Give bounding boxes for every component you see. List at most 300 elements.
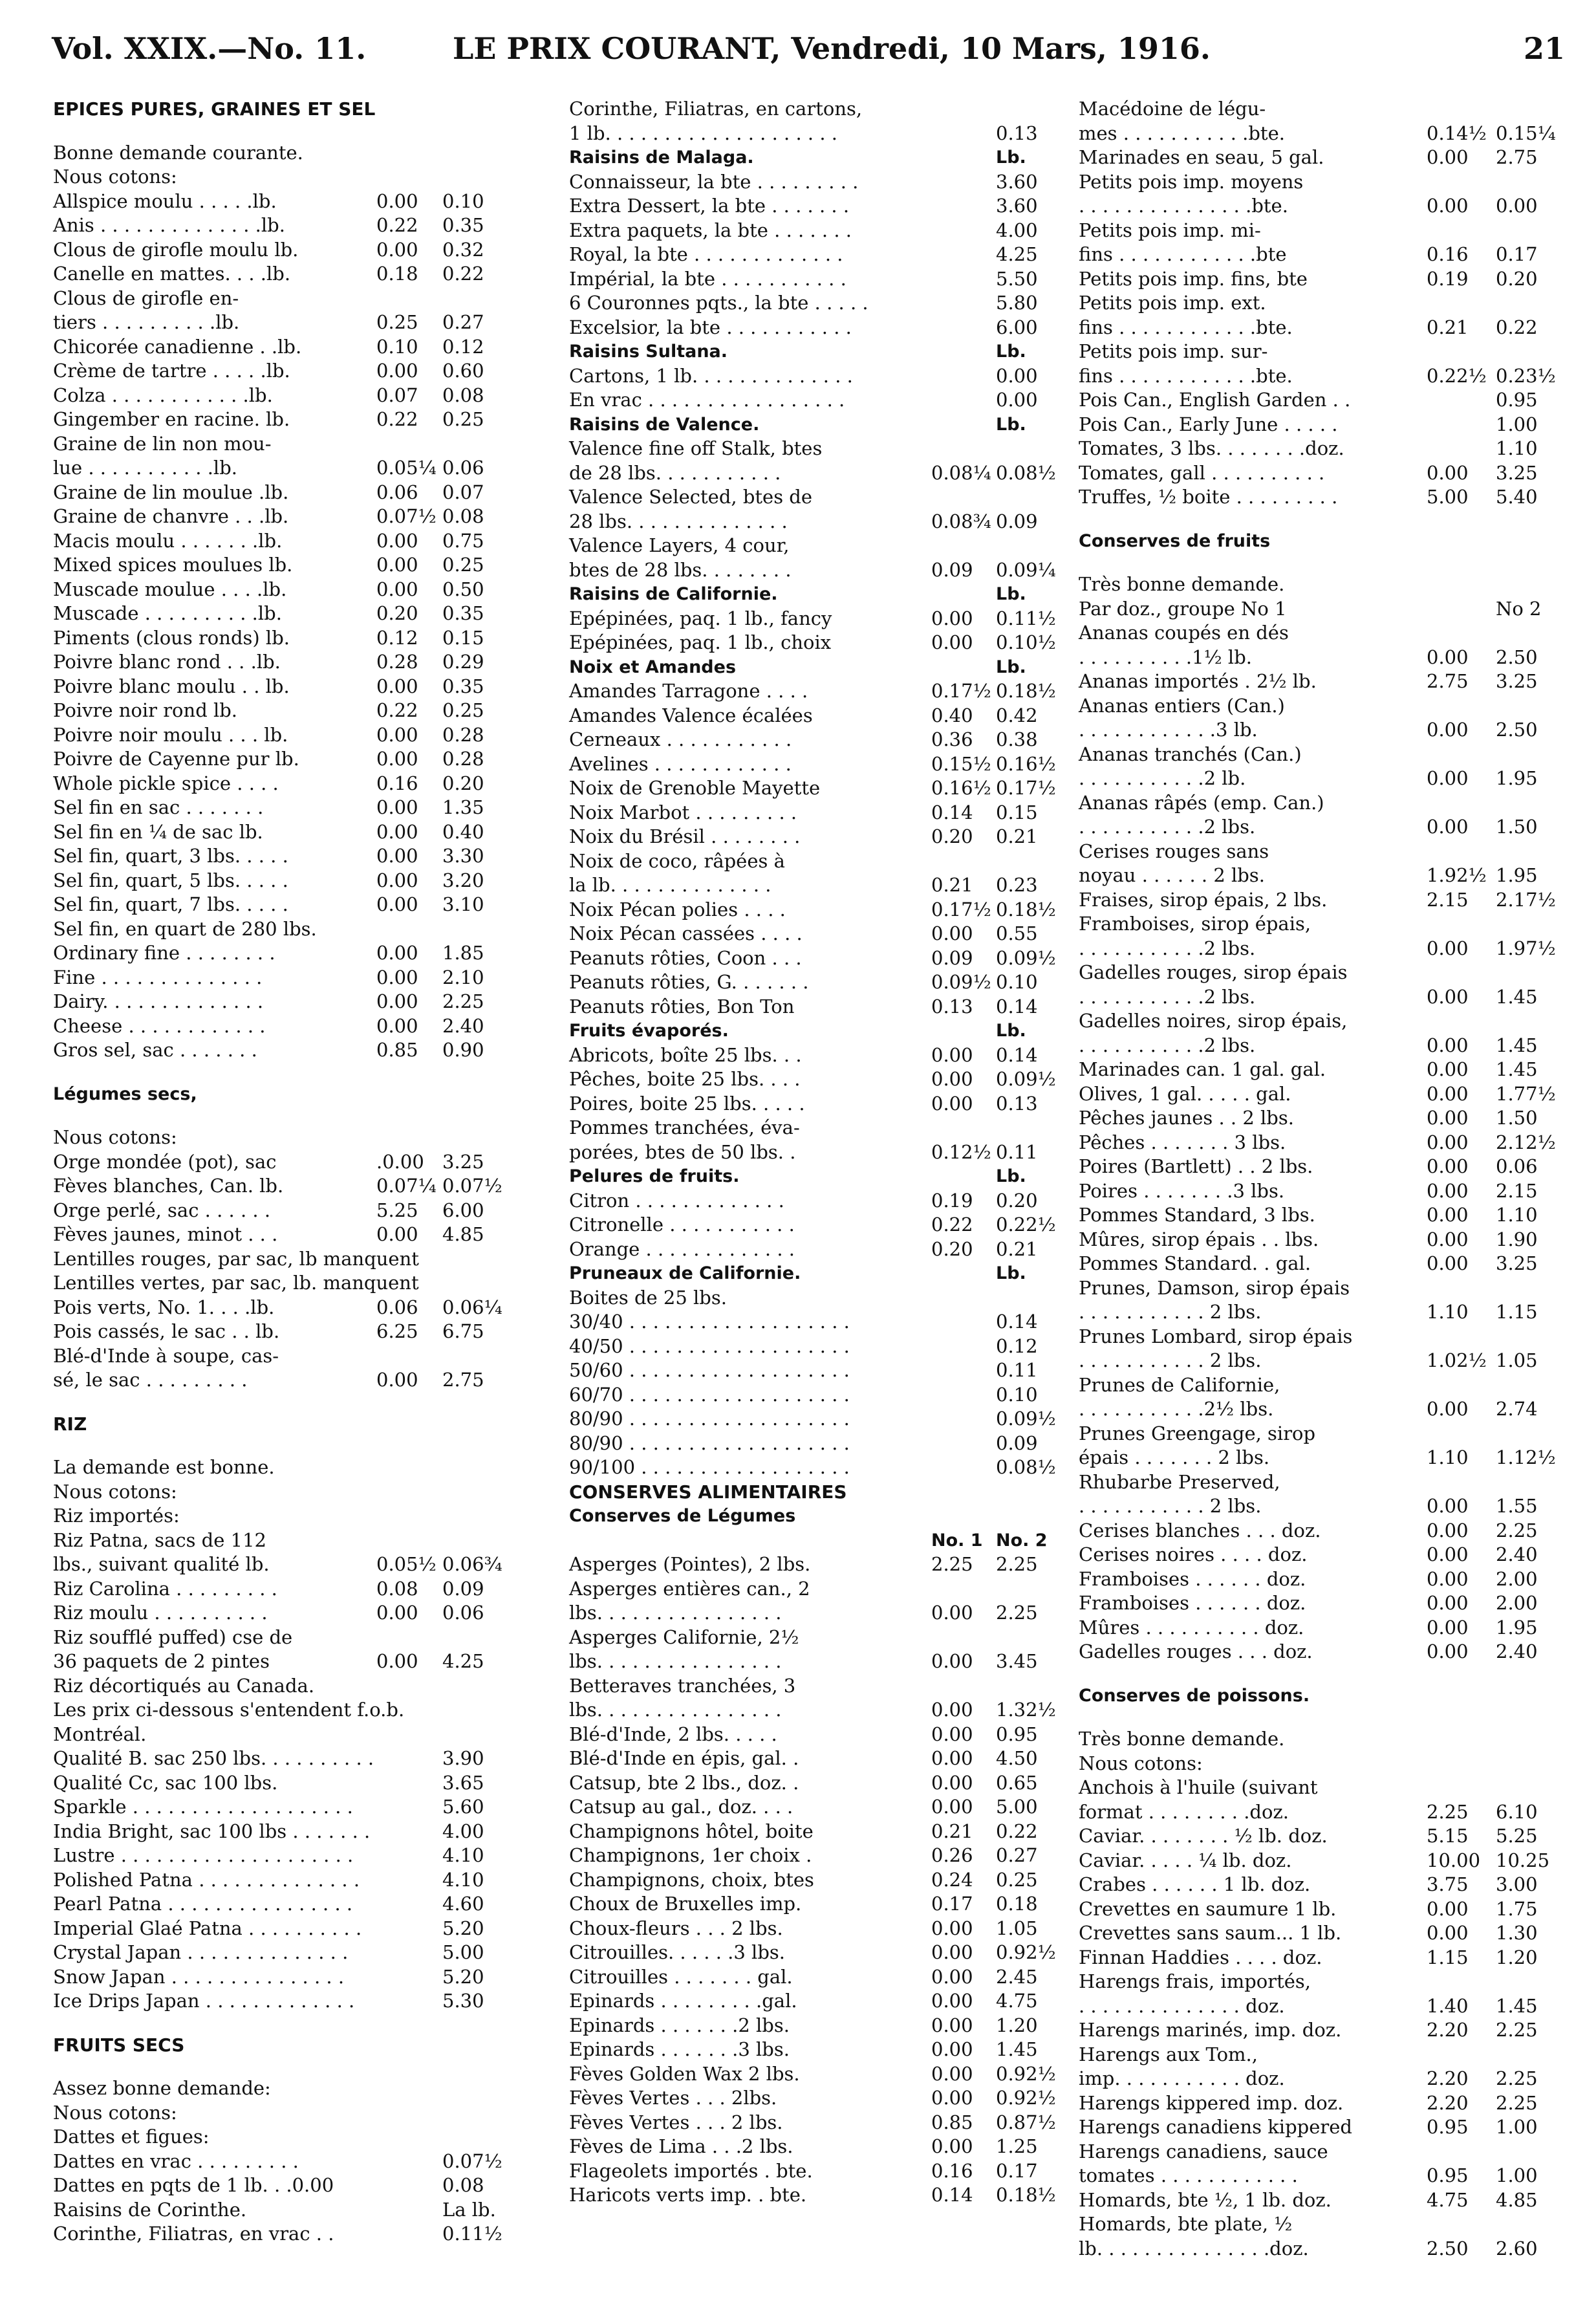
item-label: Polished Patna . . . . . . . . . . . . . .	[53, 1868, 360, 1891]
price-line	[53, 1455, 528, 1480]
price-low: 0.00	[1427, 816, 1469, 838]
item-label: Pois Can., English Garden . .	[1079, 389, 1351, 411]
price-line	[53, 335, 528, 360]
price-low: 0.17	[931, 1893, 973, 1915]
price-high: 1.55	[1496, 1495, 1538, 1517]
price-low: 1.10	[1427, 1446, 1469, 1468]
price-line	[53, 1223, 528, 1247]
price-line	[1079, 291, 1557, 316]
item-label: Sel fin, quart, 3 lbs. . . . .	[53, 845, 288, 867]
price-low: 0.08¾	[931, 510, 991, 532]
price-low: 0.06	[376, 481, 418, 503]
item-label: Crystal Japan . . . . . . . . . . . . . .	[53, 1941, 349, 1963]
price-line	[1079, 1179, 1557, 1204]
price-high: Lb.	[996, 147, 1026, 168]
price-line	[569, 898, 1054, 922]
price-low: 0.00	[1427, 1398, 1469, 1420]
item-label: lbs. . . . . . . . . . . . . . . .	[569, 1602, 782, 1624]
price-high: 4.75	[996, 1990, 1038, 2012]
price-high: Lb.	[996, 1263, 1026, 1283]
price-low: 0.00	[931, 2135, 973, 2157]
item-label: Petits pois imp. ext.	[1079, 292, 1266, 314]
price-line	[1079, 1131, 1557, 1155]
price-low: 2.20	[1427, 2091, 1469, 2114]
item-label: lbs. . . . . . . . . . . . . . . .	[569, 1650, 782, 1672]
price-high: 2.25	[1496, 2091, 1538, 2114]
price-line	[569, 194, 1054, 219]
price-high: 1.10	[1496, 437, 1538, 459]
item-label: . . . . . . . . . . . . . . doz.	[1079, 1994, 1285, 2017]
item-label: Anis . . . . . . . . . . . . . .lb.	[53, 214, 285, 236]
price-low: 0.00	[931, 2038, 973, 2060]
item-label: Champignons hôtel, boite	[569, 1820, 814, 1842]
item-label: Homards, bte ½, 1 lb. doz.	[1079, 2188, 1332, 2211]
price-line	[569, 243, 1054, 267]
price-high: 0.22	[996, 1820, 1038, 1842]
item-label: Poivre de Cayenne pur lb.	[53, 748, 299, 770]
item-label: Homards, bte plate, ½	[1079, 2213, 1293, 2235]
price-line	[1079, 572, 1557, 597]
price-high: 0.18½	[996, 680, 1056, 702]
price-low: 0.00	[376, 845, 418, 867]
price-low: 0.00	[1427, 195, 1469, 217]
price-high: 2.75	[1496, 146, 1538, 168]
price-high: Lb.	[996, 584, 1026, 604]
item-label: Marinades en seau, 5 gal.	[1079, 146, 1324, 168]
price-line	[53, 893, 528, 917]
price-high: 0.10	[996, 971, 1038, 993]
price-high: 0.06	[442, 1602, 484, 1624]
item-label: FRUITS SECS	[53, 2034, 185, 2056]
price-high: 1.10	[1496, 1204, 1538, 1226]
price-low: 0.00	[1427, 1640, 1469, 1662]
price-low: 1.15	[1427, 1946, 1469, 1968]
price-line	[53, 1723, 528, 1747]
price-line	[53, 1892, 528, 1917]
item-label: Noix et Amandes	[569, 657, 737, 677]
price-high: No 2	[1496, 597, 1542, 620]
price-low: 0.36	[931, 728, 973, 750]
item-label: noyau . . . . . . 2 lbs.	[1079, 864, 1265, 886]
price-high: 0.00	[1496, 195, 1538, 217]
price-line	[569, 2135, 1054, 2159]
item-label: Graine de lin moulue .lb.	[53, 481, 289, 503]
price-line	[53, 1174, 528, 1199]
price-high: 0.92½	[996, 2062, 1056, 2085]
price-line	[53, 1626, 528, 1650]
price-line	[569, 1844, 1054, 1868]
price-high: 0.11½	[442, 2223, 502, 2245]
price-low: 0.05¼	[376, 457, 437, 479]
price-line	[53, 1965, 528, 1990]
price-low: 0.24	[931, 1868, 973, 1891]
price-high: 3.25	[1496, 670, 1538, 692]
price-high: 2.00	[1496, 1592, 1538, 1614]
price-line	[1079, 1349, 1557, 1373]
price-low: 0.00	[376, 578, 418, 600]
price-line	[1079, 1300, 1557, 1325]
subsection-heading	[569, 1261, 1054, 1286]
price-high: 5.00	[996, 1796, 1038, 1818]
item-label: Pêches, boite 25 lbs. . . .	[569, 1068, 801, 1090]
item-label: fins . . . . . . . . . . . .bte	[1079, 243, 1287, 265]
price-low: 5.25	[376, 1199, 418, 1221]
price-low: 0.22½	[1427, 364, 1487, 387]
price-low: 0.07¼	[376, 1175, 437, 1197]
price-line	[1079, 413, 1557, 437]
price-high: Lb.	[996, 657, 1026, 677]
price-high: 2.50	[1496, 719, 1538, 741]
price-line	[53, 165, 528, 190]
price-high: 3.00	[1496, 1873, 1538, 1895]
item-label: lbs. . . . . . . . . . . . . . . .	[569, 1699, 782, 1721]
item-label: Tomates, gall . . . . . . . . . .	[1079, 461, 1325, 484]
item-label: Fraises, sirop épais, 2 lbs.	[1079, 888, 1328, 911]
price-low: 0.00	[1427, 1567, 1469, 1590]
item-label: . . . . . . . . . . . .3 lb.	[1079, 719, 1258, 741]
item-label: lb. . . . . . . . . . . . . . .doz.	[1079, 2237, 1309, 2259]
price-line	[1079, 1325, 1557, 1349]
spacer	[53, 1063, 528, 1082]
item-label: Asperges Californie, 2½	[569, 1626, 799, 1648]
price-high: 1.45	[996, 2038, 1038, 2060]
price-high: 0.09½	[996, 946, 1056, 969]
publication-title: LE PRIX COURANT, Vendredi, 10 Mars, 1916.	[453, 31, 1211, 66]
price-line	[569, 1868, 1054, 1893]
price-line	[1079, 1640, 1557, 1664]
item-label: Peanuts rôties, Bon Ton	[569, 995, 795, 1018]
price-low: 0.00	[1427, 1131, 1469, 1153]
item-label: 80/90 . . . . . . . . . . . . . . . . . . .	[569, 1408, 850, 1430]
price-line	[569, 1626, 1054, 1650]
item-label: Noix Marbot . . . . . . . . .	[569, 801, 797, 823]
item-label: Montréal.	[53, 1723, 147, 1745]
price-line	[1079, 97, 1557, 122]
price-line	[1079, 646, 1557, 670]
item-label: Ananas tranchés (Can.)	[1079, 743, 1302, 765]
price-low: 0.00	[376, 820, 418, 843]
item-label: Imperial Glaé Patna . . . . . . . . . .	[53, 1917, 362, 1939]
item-label: Epinards . . . . . . .3 lbs.	[569, 2038, 790, 2060]
item-label: Légumes secs,	[53, 1083, 197, 1104]
price-low: 0.00	[376, 1602, 418, 1624]
item-label: Riz Carolina . . . . . . . . .	[53, 1577, 277, 1600]
price-high: 0.18½	[996, 2184, 1056, 2206]
price-high: 5.80	[996, 292, 1038, 314]
item-label: Fèves Golden Wax 2 lbs.	[569, 2062, 800, 2085]
price-line	[53, 1649, 528, 1674]
price-high: 0.22	[1496, 316, 1538, 338]
price-line	[569, 970, 1054, 995]
price-line	[1079, 364, 1557, 389]
price-line	[569, 1698, 1054, 1723]
item-label: Impérial, la bte . . . . . . . . . . .	[569, 267, 847, 290]
price-line	[53, 917, 528, 942]
item-label: Riz décortiqués au Canada.	[53, 1674, 315, 1697]
price-high: 0.06	[1496, 1155, 1538, 1177]
price-low: 0.14	[931, 2184, 973, 2206]
price-line	[1079, 1494, 1557, 1519]
price-high: 0.20	[996, 1189, 1038, 1212]
price-low: 4.75	[1427, 2188, 1469, 2211]
price-line	[53, 869, 528, 893]
price-high: 0.40	[442, 820, 484, 843]
price-low: 0.00	[1427, 1155, 1469, 1177]
price-line	[569, 1140, 1054, 1165]
price-line	[1079, 961, 1557, 985]
price-high: 1.00	[1496, 413, 1538, 435]
item-label: la lb. . . . . . . . . . . . . .	[569, 874, 771, 896]
item-label: Harengs canadiens kippered	[1079, 2116, 1352, 2138]
price-line	[1079, 146, 1557, 170]
price-line	[569, 1310, 1054, 1334]
price-low: 0.00	[1427, 767, 1469, 789]
price-line	[53, 1552, 528, 1577]
item-label: tiers . . . . . . . . . .lb.	[53, 311, 240, 333]
spacer	[1079, 1664, 1557, 1684]
price-high: 1.85	[442, 942, 484, 964]
price-line	[569, 1892, 1054, 1917]
item-label: . . . . . . . . . . .2½ lbs.	[1079, 1398, 1274, 1420]
item-label: Cerises rouges sans	[1079, 840, 1269, 862]
item-label: Pelures de fruits.	[569, 1166, 740, 1186]
item-label: btes de 28 lbs. . . . . . . .	[569, 558, 792, 581]
price-high: 0.35	[442, 675, 484, 697]
price-low: 0.22	[376, 214, 418, 236]
item-label: Harengs canadiens, sauce	[1079, 2140, 1328, 2162]
column-right	[1079, 97, 1557, 2261]
price-high: 0.60	[442, 360, 484, 382]
item-label: Les prix ci-dessous s'entendent f.o.b.	[53, 1699, 405, 1721]
price-high: 4.10	[442, 1844, 484, 1866]
item-label: Orge perlé, sac . . . . . .	[53, 1199, 271, 1221]
price-high: 0.17	[996, 2159, 1038, 2182]
price-high: 0.15	[996, 801, 1038, 823]
item-label: Sel fin, quart, 5 lbs. . . . .	[53, 869, 288, 891]
price-line	[53, 1344, 528, 1369]
price-high: 1.15	[1496, 1301, 1538, 1323]
item-label: Mixed spices moulues lb.	[53, 554, 293, 576]
item-label: Boites de 25 lbs.	[569, 1286, 727, 1309]
price-line	[1079, 1373, 1557, 1398]
item-label: Raisins de Corinthe.	[53, 2198, 247, 2221]
price-line	[1079, 912, 1557, 937]
item-label: Sel fin, quart, 7 lbs. . . . .	[53, 893, 288, 915]
item-label: Epépinées, paq. 1 lb., fancy	[569, 607, 832, 629]
price-line	[1079, 2140, 1557, 2164]
price-line	[1079, 1752, 1557, 1776]
price-line	[569, 2038, 1054, 2062]
price-low: 0.18	[376, 263, 418, 285]
item-label: Très bonne demande.	[1079, 573, 1285, 595]
price-line	[569, 219, 1054, 243]
item-label: Noix de Grenoble Mayette	[569, 777, 821, 799]
price-high: 2.15	[1496, 1179, 1538, 1202]
price-line	[1079, 1397, 1557, 1422]
item-label: Catsup, bte 2 lbs., doz. .	[569, 1771, 799, 1794]
price-high: 0.29	[442, 651, 484, 673]
price-low: 0.00	[1427, 1204, 1469, 1226]
item-label: Ananas coupés en dés	[1079, 622, 1289, 644]
price-high: 2.50	[1496, 646, 1538, 668]
item-label: Noix Pécan polies . . . .	[569, 898, 786, 920]
price-high: 2.12½	[1496, 1131, 1556, 1153]
price-line	[1079, 937, 1557, 961]
item-label: Cerneaux . . . . . . . . . . .	[569, 728, 792, 750]
price-low: 1.10	[1427, 1301, 1469, 1323]
price-line	[569, 1383, 1054, 1408]
price-low: 0.00	[931, 922, 973, 944]
price-line	[1079, 1591, 1557, 1616]
price-line	[569, 922, 1054, 946]
item-label: Poivre noir rond lb.	[53, 699, 238, 721]
item-label: Flageolets importés . bte.	[569, 2159, 813, 2182]
price-line	[569, 1771, 1054, 1796]
item-label: RIZ	[53, 1413, 87, 1435]
price-high: 6.10	[1496, 1800, 1538, 1823]
price-high: 3.20	[442, 869, 484, 891]
price-high: 6.75	[442, 1320, 484, 1342]
price-low: 0.12	[376, 626, 418, 649]
price-high: 2.74	[1496, 1398, 1538, 1420]
item-label: lbs., suivant qualité lb.	[53, 1553, 270, 1575]
item-label: 36 paquets de 2 pintes	[53, 1650, 270, 1672]
item-label: Gadelles noires, sirop épais,	[1079, 1010, 1348, 1032]
price-low: 0.16½	[931, 777, 991, 799]
price-high: 0.21	[996, 1237, 1038, 1260]
price-high: 5.20	[442, 1917, 484, 1939]
spacer	[53, 1106, 528, 1126]
price-low: 0.20	[931, 1237, 973, 1260]
price-high: 0.10	[996, 1383, 1038, 1406]
price-low: 0.19	[931, 1189, 973, 1212]
item-label: Citrouilles. . . . . .3 lbs.	[569, 1941, 785, 1963]
price-high: 0.06¾	[442, 1553, 502, 1575]
price-low: 0.00	[931, 607, 973, 629]
price-line	[53, 141, 528, 166]
price-low: 0.16	[931, 2159, 973, 2182]
price-line	[569, 291, 1054, 316]
price-line	[1079, 219, 1557, 243]
price-high: 0.25	[996, 1868, 1038, 1891]
price-line	[1079, 743, 1557, 767]
item-label: Rhubarbe Preserved,	[1079, 1470, 1280, 1493]
item-label: Asperges entières can., 2	[569, 1577, 810, 1600]
item-label: Cerises noires . . . . doz.	[1079, 1543, 1308, 1565]
price-low: 0.00	[376, 675, 418, 697]
price-line	[569, 752, 1054, 777]
item-label: India Bright, sac 100 lbs . . . . . . .	[53, 1820, 371, 1842]
item-label: Catsup au gal., doz. . . .	[569, 1796, 793, 1818]
price-high: 0.75	[442, 529, 484, 552]
item-label: Fèves de Lima . . .2 lbs.	[569, 2135, 793, 2157]
price-high: 0.14	[996, 1311, 1038, 1333]
item-label: Peanuts rôties, G. . . . . . .	[569, 971, 809, 993]
price-line	[569, 607, 1054, 631]
price-line	[569, 1455, 1054, 1480]
price-high: 5.00	[442, 1941, 484, 1963]
item-label: Corinthe, Filiatras, en vrac . .	[53, 2223, 334, 2245]
price-line	[1079, 1727, 1557, 1752]
price-high: 0.10	[442, 190, 484, 212]
item-label: Noix de coco, râpées à	[569, 849, 785, 872]
price-line	[569, 1092, 1054, 1116]
item-label: Gadelles rouges, sirop épais	[1079, 961, 1348, 983]
price-high: 6.00	[442, 1199, 484, 1221]
price-low: 0.00	[1427, 1179, 1469, 1202]
price-line	[569, 1917, 1054, 1941]
price-high: 0.23	[996, 874, 1038, 896]
price-line	[1079, 1228, 1557, 1252]
price-line	[53, 820, 528, 845]
price-low: 0.85	[931, 2111, 973, 2133]
price-high: 1.20	[1496, 1946, 1538, 1968]
item-label: Harengs frais, importés,	[1079, 1970, 1311, 1992]
price-line	[1079, 2164, 1557, 2188]
price-line	[53, 1150, 528, 1175]
item-label: Colza . . . . . . . . . . . .lb.	[53, 384, 273, 406]
price-line	[569, 1213, 1054, 1237]
price-high: 1.95	[1496, 767, 1538, 789]
price-high: 1.45	[1496, 1058, 1538, 1080]
price-line	[569, 1674, 1054, 1699]
item-label: Graine de lin non mou-	[53, 432, 272, 455]
item-label: Crevettes en saumure 1 lb.	[1079, 1897, 1337, 1920]
price-low: 0.00	[1427, 1082, 1469, 1105]
price-high: Lb.	[996, 1166, 1026, 1186]
item-label: Citron . . . . . . . . . . . . .	[569, 1189, 784, 1212]
price-high: 2.10	[442, 966, 484, 988]
item-label: Petits pois imp. fins, bte	[1079, 267, 1308, 290]
price-high: 1.45	[1496, 1034, 1538, 1056]
item-label: Par doz., groupe No 1	[1079, 597, 1287, 620]
price-line	[569, 1649, 1054, 1674]
item-label: Caviar. . . . . . . . ½ lb. doz.	[1079, 1825, 1328, 1847]
price-low: 0.00	[1427, 937, 1469, 959]
item-label: 90/100 . . . . . . . . . . . . . . . . . .	[569, 1456, 850, 1478]
price-low: 0.00	[1427, 1252, 1469, 1274]
section-heading	[53, 1412, 528, 1437]
price-high: 0.28	[442, 748, 484, 770]
price-low: 2.20	[1427, 2019, 1469, 2041]
price-low: 0.00	[1427, 1034, 1469, 1056]
price-high: 0.12	[442, 335, 484, 358]
price-line	[1079, 1776, 1557, 1800]
item-label: Mûres . . . . . . . . . . doz.	[1079, 1616, 1304, 1638]
price-line	[569, 2159, 1054, 2184]
price-low: 0.00	[1427, 1519, 1469, 1541]
price-high: 0.92½	[996, 2087, 1056, 2109]
price-line	[569, 2183, 1054, 2208]
price-line	[1079, 864, 1557, 888]
price-high: 0.42	[996, 704, 1038, 726]
item-label: épais . . . . . . . 2 lbs.	[1079, 1446, 1270, 1468]
price-low: 10.00	[1427, 1849, 1481, 1871]
price-high: 0.21	[996, 825, 1038, 847]
price-high: 3.60	[996, 195, 1038, 217]
price-line	[53, 602, 528, 626]
price-high: 5.50	[996, 267, 1038, 290]
price-line	[1079, 1946, 1557, 1970]
subsection-heading	[569, 1529, 1054, 1553]
item-label: porées, btes de 50 lbs. .	[569, 1140, 796, 1163]
price-line	[569, 437, 1054, 461]
price-low: 0.00	[376, 238, 418, 261]
item-label: Mûres, sirop épais . . lbs.	[1079, 1228, 1319, 1250]
price-low: 0.00	[931, 1990, 973, 2012]
price-low: 0.00	[376, 1014, 418, 1037]
section-heading	[569, 1480, 1054, 1505]
